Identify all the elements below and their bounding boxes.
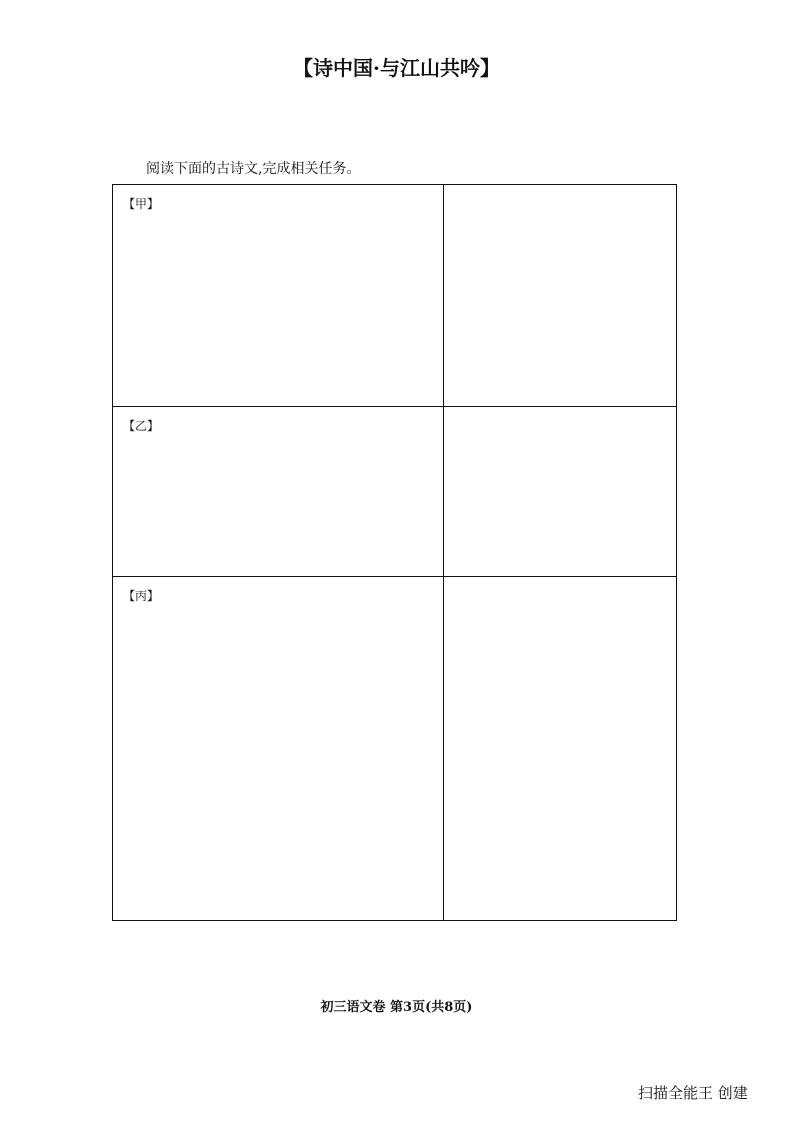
page-title: 【诗中国·与江山共吟】 (293, 56, 500, 80)
section-yi (113, 407, 444, 577)
watermark: 扫描全能王 创建 (638, 1084, 748, 1102)
page-footer: 初三语文卷 第3页(共8页) (320, 1000, 473, 1015)
section-jia (113, 185, 444, 407)
task-instruction: 阅读下面的古诗文,完成相关任务。 (146, 161, 361, 177)
section-bing (113, 577, 444, 921)
text-table (112, 184, 677, 921)
section-bing-notes (444, 577, 677, 921)
section-label: 【甲】 (123, 197, 160, 211)
section-yi-notes (444, 407, 677, 577)
section-jia-notes (444, 185, 677, 407)
section-label: 【丙】 (123, 589, 160, 603)
section-label: 【乙】 (123, 419, 160, 433)
